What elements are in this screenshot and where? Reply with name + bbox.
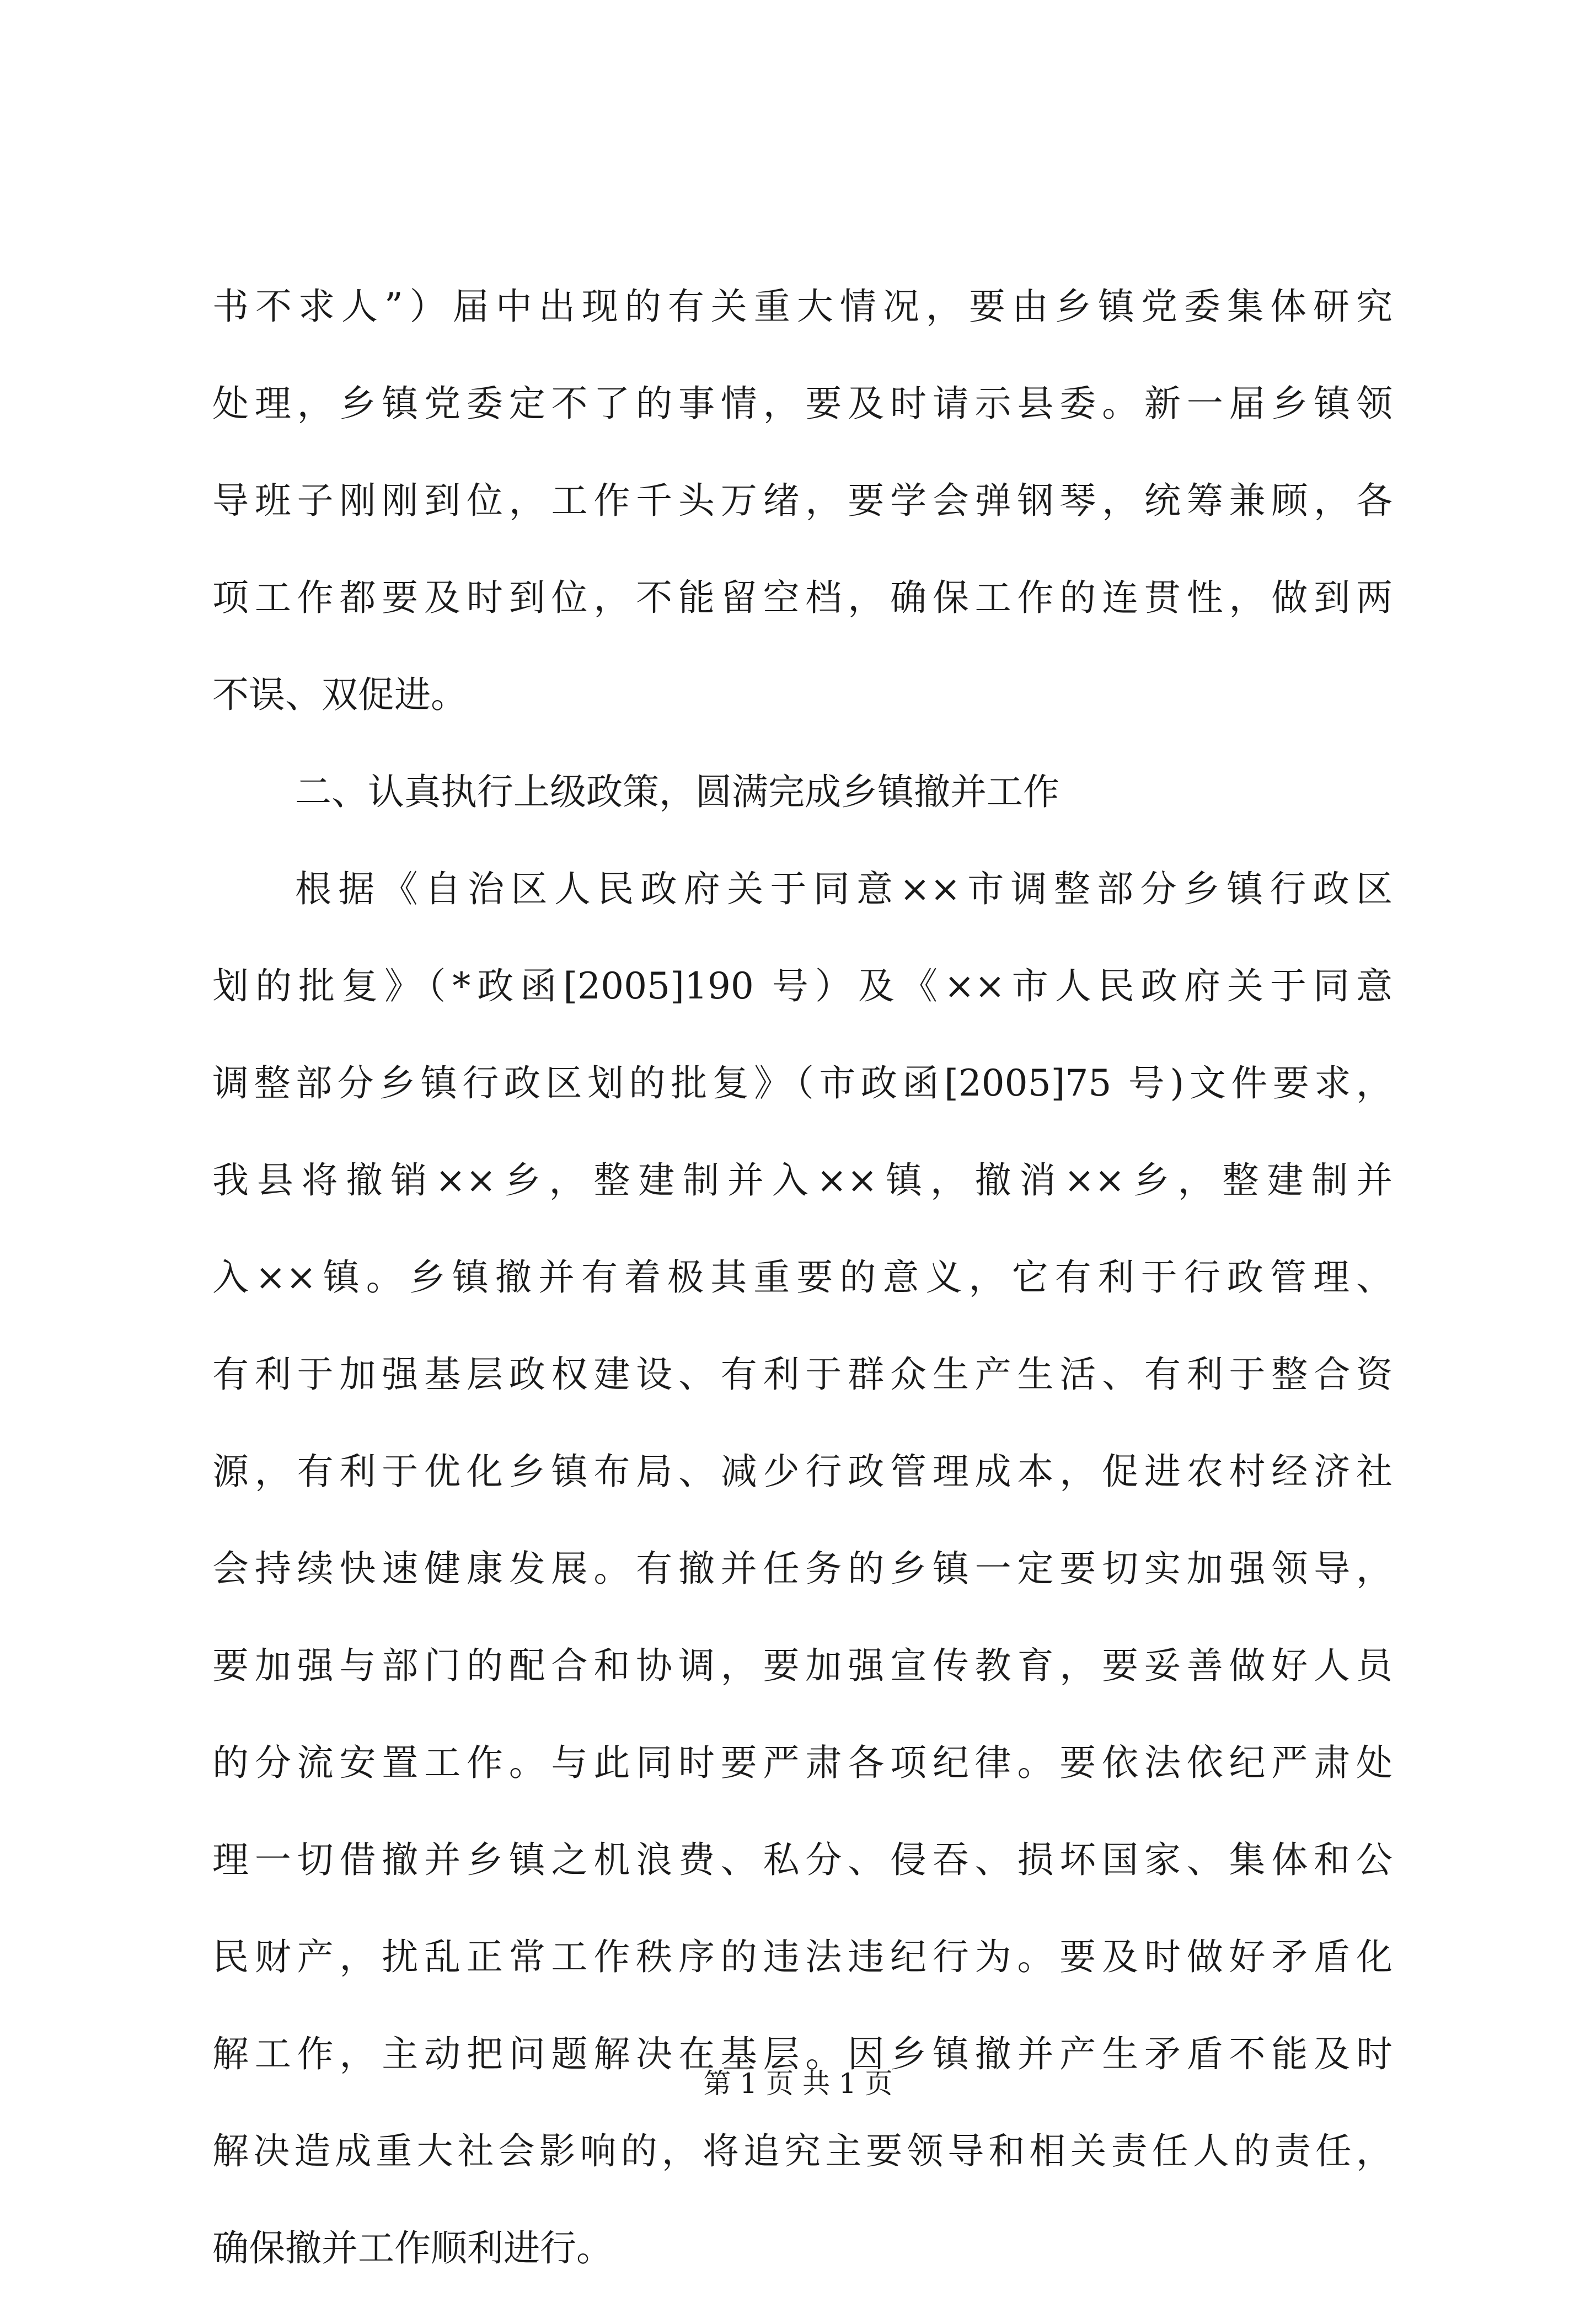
text-line: 源，有利于优化乡镇布局、减少行政管理成本，促进农村经济社 xyxy=(212,1450,1393,1493)
text-line: 划的批复》（*政函[2005]190 号）及《××市人民政府关于同意 xyxy=(212,965,1393,1007)
text-line: 民财产，扰乱正常工作秩序的违法违纪行为。要及时做好矛盾化 xyxy=(212,1936,1393,1978)
text-line: 确保撤并工作顺利进行。 xyxy=(212,2227,613,2269)
text-line: 书不求人”）届中出现的有关重大情况，要由乡镇党委集体研究 xyxy=(212,285,1393,328)
page-number: 第 1 页 共 1 页 xyxy=(703,2068,893,2100)
body-text xyxy=(212,258,1393,2297)
text-line: 不误、双促进。 xyxy=(212,674,467,716)
text-line: 解工作，主动把问题解决在基层。因乡镇撤并产生矛盾不能及时 xyxy=(212,2033,1393,2075)
text-line: 导班子刚刚到位，工作千头万绪，要学会弹钢琴，统筹兼顾，各 xyxy=(212,479,1393,522)
text-line: 调整部分乡镇行政区划的批复》（市政函[2005]75 号)文件要求， xyxy=(212,1062,1393,1104)
text-line: 会持续快速健康发展。有撤并任务的乡镇一定要切实加强领导， xyxy=(212,1547,1393,1590)
text-line: 根据《自治区人民政府关于同意××市调整部分乡镇行政区 xyxy=(295,868,1393,910)
text-line: 处理，乡镇党委定不了的事情，要及时请示县委。新一届乡镇领 xyxy=(212,382,1393,425)
page-footer xyxy=(0,2064,1596,2103)
text-line: 我县将撤销××乡，整建制并入××镇，撤消××乡，整建制并 xyxy=(212,1159,1393,1201)
text-line: 要加强与部门的配合和协调，要加强宣传教育，要妥善做好人员 xyxy=(212,1644,1393,1687)
section-heading: 二、认真执行上级政策，圆满完成乡镇撤并工作 xyxy=(295,771,1059,813)
text-line: 解决造成重大社会影响的，将追究主要领导和相关责任人的责任， xyxy=(212,2130,1393,2172)
text-line: 入××镇。乡镇撤并有着极其重要的意义，它有利于行政管理、 xyxy=(212,1256,1393,1299)
text-line: 项工作都要及时到位，不能留空档，确保工作的连贯性，做到两 xyxy=(212,576,1393,619)
text-line: 有利于加强基层政权建设、有利于群众生产生活、有利于整合资 xyxy=(212,1353,1393,1396)
text-line: 理一切借撤并乡镇之机浪费、私分、侵吞、损坏国家、集体和公 xyxy=(212,1839,1393,1881)
text-line: 的分流安置工作。与此同时要严肃各项纪律。要依法依纪严肃处 xyxy=(212,1742,1393,1784)
